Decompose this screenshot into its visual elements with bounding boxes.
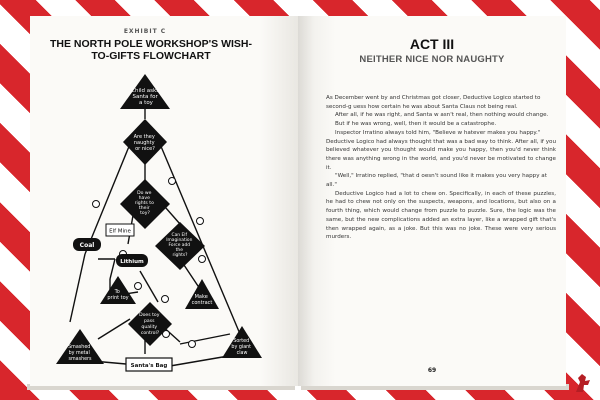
publisher-logo-icon xyxy=(572,372,594,394)
wish-to-gifts-flowchart xyxy=(30,64,298,394)
elf-imagination-label: Can Elf Imagination Force add the rights? xyxy=(166,233,193,258)
paragraph: But if he was wrong, well, then it would be a catastrophe. xyxy=(335,121,497,128)
paragraph: After all, if he was right, and Santa w asn't real, then nothing would change. xyxy=(335,112,549,119)
paragraph: Deductive Logico had always thought that was a bad way to think. After all, if you believed whatever you thought would make you happy, then you'd never think there was anything wrong in the world, and you'd never be motivated to change it. xyxy=(326,138,556,171)
start-node-label: Child asks Santa for a toy xyxy=(131,88,160,106)
exhibit-label: EXHIBIT C xyxy=(123,28,167,35)
rights-label: Do we have rights to their toy? xyxy=(134,191,154,216)
elf-mine-label: Elf Mine xyxy=(109,228,131,235)
coal-label: Coal xyxy=(79,242,95,249)
paragraph: Inspector Irratino always told him, "Believe w hatever makes you happy." xyxy=(335,129,541,136)
act-heading: ACT III xyxy=(409,36,455,52)
right-page xyxy=(298,16,566,386)
flowchart-title: THE NORTH POLE WORKSHOP'S WISH-TO-GIFTS FLOWCHART xyxy=(50,38,252,62)
left-page xyxy=(30,16,298,386)
paragraph: As December went by and Christmas got closer, Deductive Logico started to second-g uess how certain he was about Santa Claus not being real. xyxy=(326,95,541,110)
print-toy-label: To print toy xyxy=(107,289,129,301)
paragraph: "Well," Irratino replied, "that d oesn't sound like it makes you very happy at all." xyxy=(326,173,547,189)
lithium-label: Lithium xyxy=(120,259,144,265)
naughty-or-nice-label: Are they naughty or nice? xyxy=(133,134,155,152)
paragraph: Deductive Logico had a lot to chew on. Specifically, in each of these puzzles, he had to chew not only on the suspects, weapons, and locations, but also on a fourth thing, which would change from puzzle to puzzle. Sure, the logic was the same, but the new complications added an extra layer, like a wrapped gift that's then wrapped again, as a joke. But this was no joke. These were very serious murders. xyxy=(326,190,556,241)
santas-bag-label: Santa's Bag xyxy=(130,363,168,369)
quality-control-diamond xyxy=(128,302,172,346)
sorted-label: Sorted by giant claw xyxy=(231,339,252,356)
act-subtitle: NEITHER NICE NOR NAUGHTY xyxy=(359,54,505,65)
open-book xyxy=(30,16,566,386)
page-number: 69 xyxy=(427,367,437,374)
smashed-label: Smashed by metal smashers xyxy=(68,345,92,362)
chapter-body xyxy=(326,94,556,242)
quality-control-label: Does toy pass quality control? xyxy=(139,313,160,336)
make-contract-label: Make contract xyxy=(191,294,213,306)
